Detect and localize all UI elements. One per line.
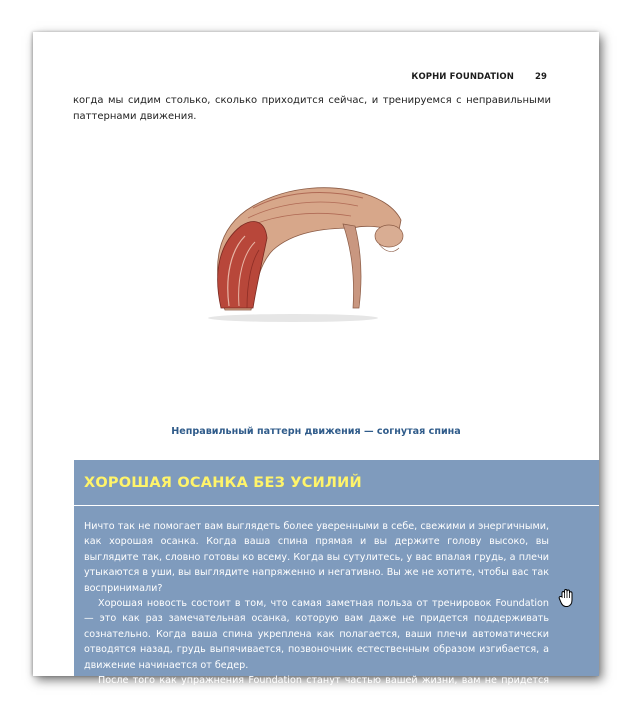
sidebar-paragraph: Хорошая новость состоит в том, что самая заметная польза от тренировок Foundation — это как раз замечательная осанка, которую вам даже не придется поддерживать сознательно. Когда ваша спина укреплена как полагается, ваши плечи автоматически отводятся назад, грудь выпячивается, позвоночник естественным образом изгибается, а движение начинается от бедер. — [84, 598, 549, 671]
running-head — [411, 72, 547, 82]
hand-grab-icon — [558, 588, 576, 608]
page-number: 29 — [534, 72, 547, 82]
sidebar-text — [84, 519, 549, 704]
anatomy-illustration — [193, 158, 433, 328]
section-title: КОРНИ FOUNDATION — [411, 72, 514, 82]
bent-back-muscle-figure — [193, 158, 433, 328]
figure-caption: Неправильный паттерн движения — согнутая спина — [171, 426, 461, 437]
sidebar-title: ХОРОШАЯ ОСАНКА БЕЗ УСИЛИЙ — [84, 475, 362, 491]
sidebar-paragraph: Ничто так не помогает вам выглядеть более уверенными в себе, свежими и энергичными, как хорошая осанка. Когда ваша спина прямая и вы держите голову высоко, вы выглядите так, словно готовы ко всему. Когда вы сутулитесь, у вас впалая грудь, а плечи утыкаются в уши, вы выглядите напряженно и негативно. Вы же не хотите, чтобы вас так воспринимали? — [84, 521, 549, 594]
sidebar-box — [74, 460, 599, 702]
book-page — [33, 32, 599, 702]
sidebar-divider — [74, 505, 599, 506]
body-paragraph: когда мы сидим столько, сколько приходится сейчас, и тренируемся с неправильными паттернами движения. — [73, 95, 551, 122]
sidebar-paragraph: После того как упражнения Foundation станут частью вашей жизни, вам не придется со- — [84, 675, 549, 702]
